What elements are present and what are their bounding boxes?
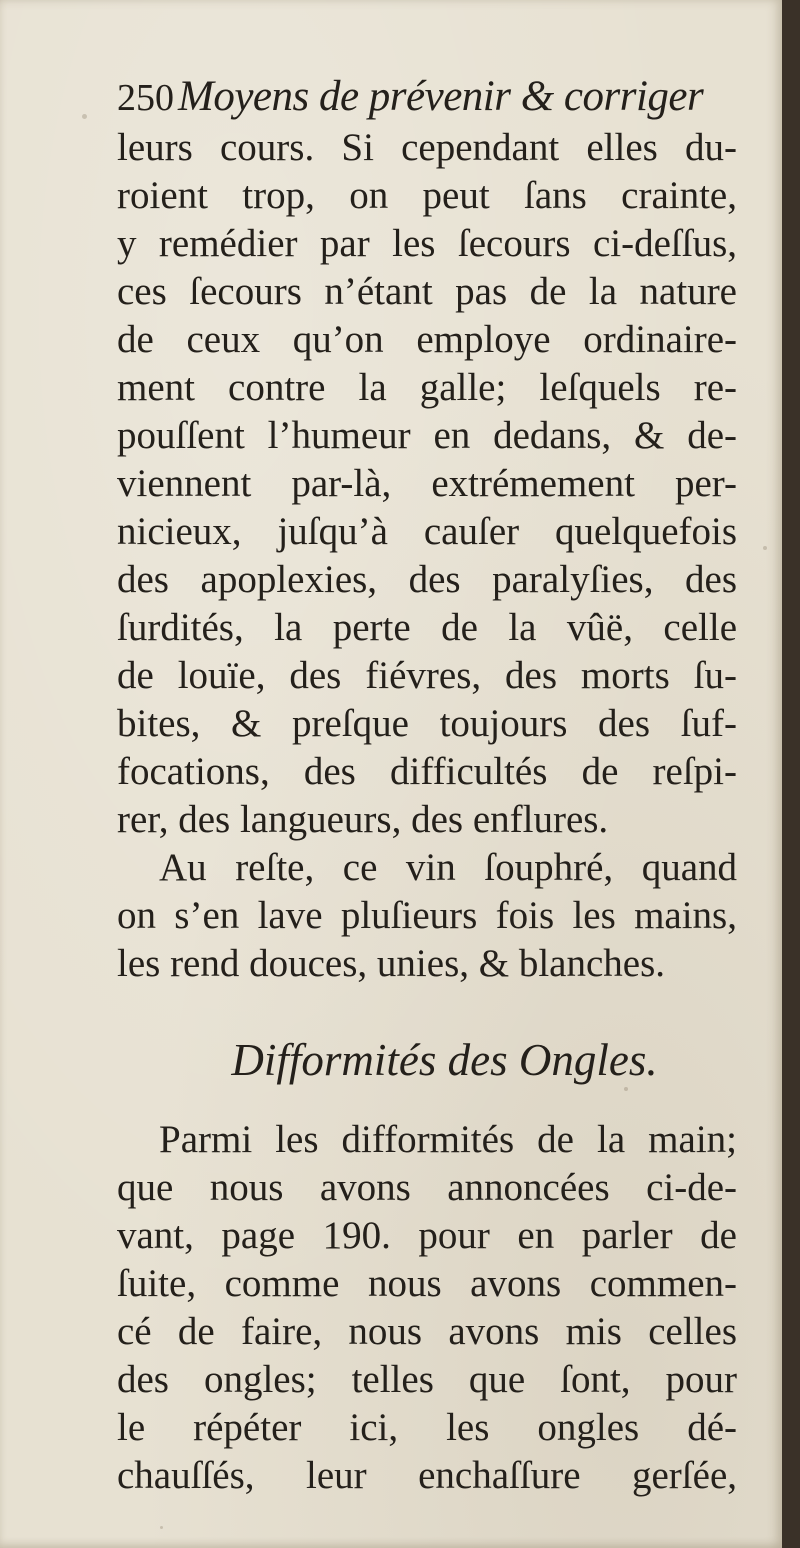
text-line: Au reſte, ce vin ſouphré, quand	[159, 846, 737, 889]
text-line: le répéter ici, les ongles dé-	[117, 1406, 737, 1449]
text-line: vant, page 190. pour en parler de	[117, 1214, 737, 1257]
running-title: Moyens de prévenir & corriger	[178, 73, 704, 120]
text-line: y remédier par les ſecours ci-deſſus,	[117, 222, 737, 265]
text-line: de louïe, des fiévres, des morts ſu-	[117, 654, 737, 697]
text-line: Parmi les difformités de la main;	[159, 1118, 737, 1161]
text-line: roient trop, on peut ſans crainte,	[117, 174, 737, 217]
text-line: ſurdités, la perte de la vûë, celle	[117, 606, 737, 649]
text-line: bites, & preſque toujours des ſuf-	[117, 702, 737, 745]
running-head	[117, 72, 742, 124]
paper-speck	[763, 546, 767, 550]
text-line: viennent par-là, extrémement per-	[117, 462, 737, 505]
text-line: de ceux qu’on employe ordinaire-	[117, 318, 737, 361]
paper-speck	[82, 114, 87, 119]
text-line: nicieux, juſqu’à cauſer quelquefois	[117, 510, 737, 553]
text-line: rer, des langueurs, des enflures.	[117, 798, 609, 841]
page-number: 250	[117, 77, 174, 119]
text-line: focations, des difficultés de reſpi-	[117, 750, 737, 793]
text-line: les rend douces, unies, & blanches.	[117, 942, 666, 985]
text-line: ment contre la galle; leſquels re-	[117, 366, 737, 409]
text-line: pouſſent l’humeur en dedans, & de-	[117, 414, 737, 457]
text-line: des ongles; telles que ſont, pour	[117, 1358, 737, 1401]
section-heading: Difformités des Ongles.	[231, 1035, 658, 1085]
paper-speck	[122, 774, 125, 777]
text-line: chauſſés, leur enchaſſure gerſée,	[117, 1454, 737, 1497]
text-line: ſuite, comme nous avons commen-	[117, 1262, 737, 1305]
paper-speck	[624, 1087, 628, 1091]
text-line: cé de faire, nous avons mis celles	[117, 1310, 737, 1353]
text-line: des apoplexies, des paralyſies, des	[117, 558, 737, 601]
text-line: on s’en lave pluſieurs fois les mains,	[117, 894, 737, 937]
page-edge-shadow	[782, 0, 800, 1548]
text-line: que nous avons annoncées ci-de-	[117, 1166, 737, 1209]
text-line: leurs cours. Si cependant elles du-	[117, 126, 737, 169]
paper-speck	[160, 1526, 163, 1529]
text-line: ces ſecours n’étant pas de la nature	[117, 270, 737, 313]
